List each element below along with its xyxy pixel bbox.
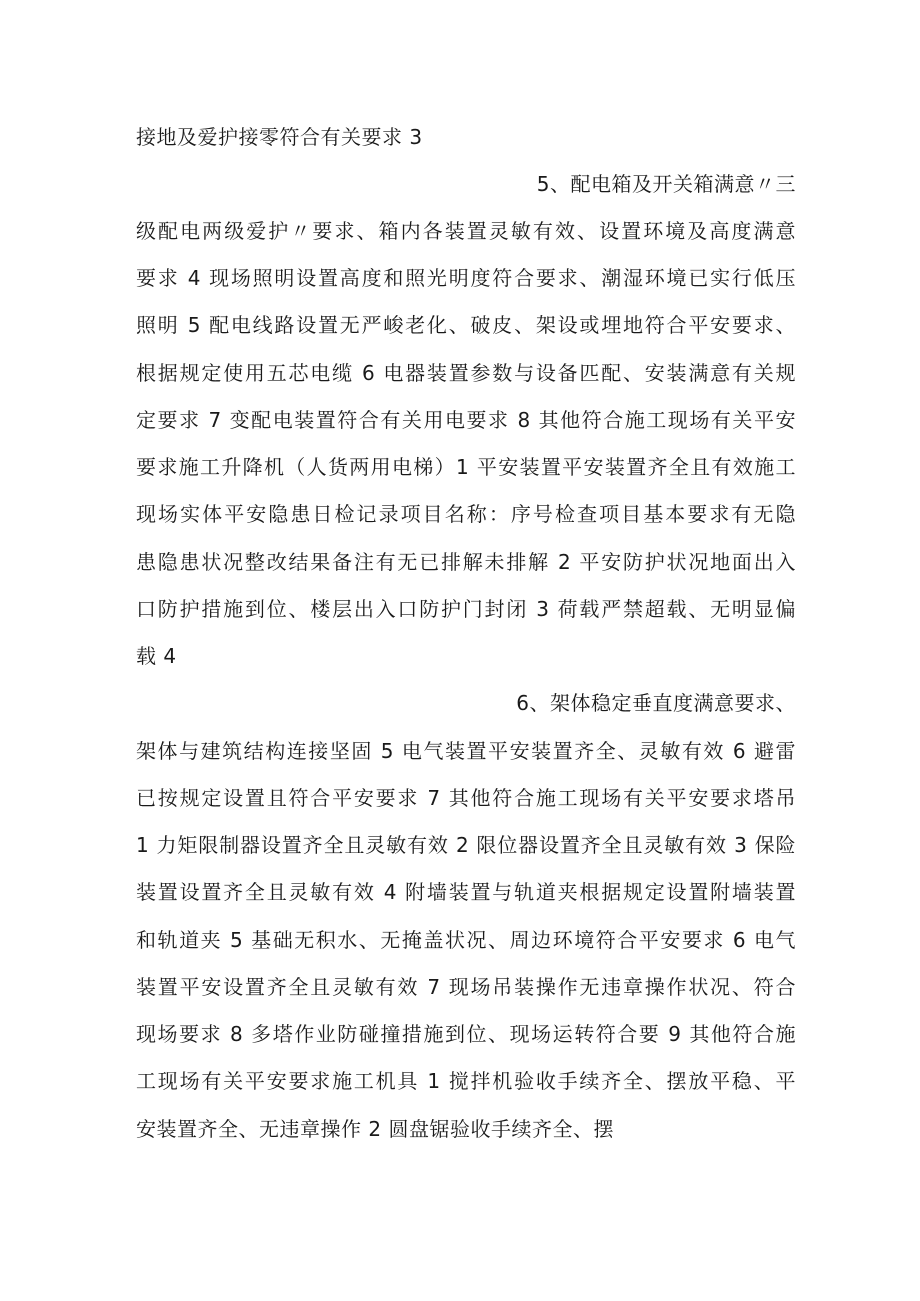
text-line: 已按规定设置且符合平安要求 7 其他符合施工现场有关平安要求塔吊 [136,786,796,810]
text-line: 5、配电箱及开关箱满意〃三 [536,172,796,196]
text-line: 现场实体平安隐患日检记录项目名称：序号检查项目基本要求有无隐 [136,502,796,526]
text-line: 1 力矩限制器设置齐全且灵敏有效 2 限位器设置齐全且灵敏有效 3 保险 [136,833,796,857]
text-line: 和轨道夹 5 基础无积水、无掩盖状况、周边环境符合平安要求 6 电气 [136,928,796,952]
text-line: 照明 5 配电线路设置无严峻老化、破皮、架设或埋地符合平安要求、 [136,313,796,337]
text-line: 定要求 7 变配电装置符合有关用电要求 8 其他符合施工现场有关平安 [136,408,796,432]
text-line: 工现场有关平安要求施工机具 1 搅拌机验收手续齐全、摆放平稳、平 [136,1069,796,1093]
text-line: 架体与建筑结构连接坚固 5 电气装置平安装置齐全、灵敏有效 6 避雷 [136,739,796,763]
text-line: 口防护措施到位、楼层出入口防护门封闭 3 荷载严禁超载、无明显偏 [136,597,796,621]
text-line: 装置设置齐全且灵敏有效 4 附墙装置与轨道夹根据规定设置附墙装置 [136,880,796,904]
text-line: 要求施工升降机（人货两用电梯）1 平安装置平安装置齐全且有效施工 [136,455,796,479]
text-line: 装置平安设置齐全且灵敏有效 7 现场吊装操作无违章操作状况、符合 [136,975,796,999]
text-line: 安装置齐全、无违章操作 2 圆盘锯验收手续齐全、摆 [136,1117,614,1141]
text-line: 患隐患状况整改结果备注有无已排解未排解 2 平安防护状况地面出入 [136,550,796,574]
text-line: 级配电两级爱护〃要求、箱内各装置灵敏有效、设置环境及高度满意 [136,219,796,243]
text-line: 现场要求 8 多塔作业防碰撞措施到位、现场运转符合要 9 其他符合施 [136,1022,796,1046]
text-line: 接地及爱护接零符合有关要求 3 [136,125,423,149]
text-line: 6、架体稳定垂直度满意要求、 [516,691,796,715]
text-line: 根据规定使用五芯电缆 6 电器装置参数与设备匹配、安装满意有关规 [136,361,796,385]
text-line: 载 4 [136,644,177,668]
text-line: 要求 4 现场照明设置高度和照光明度符合要求、潮湿环境已实行低压 [136,266,796,290]
